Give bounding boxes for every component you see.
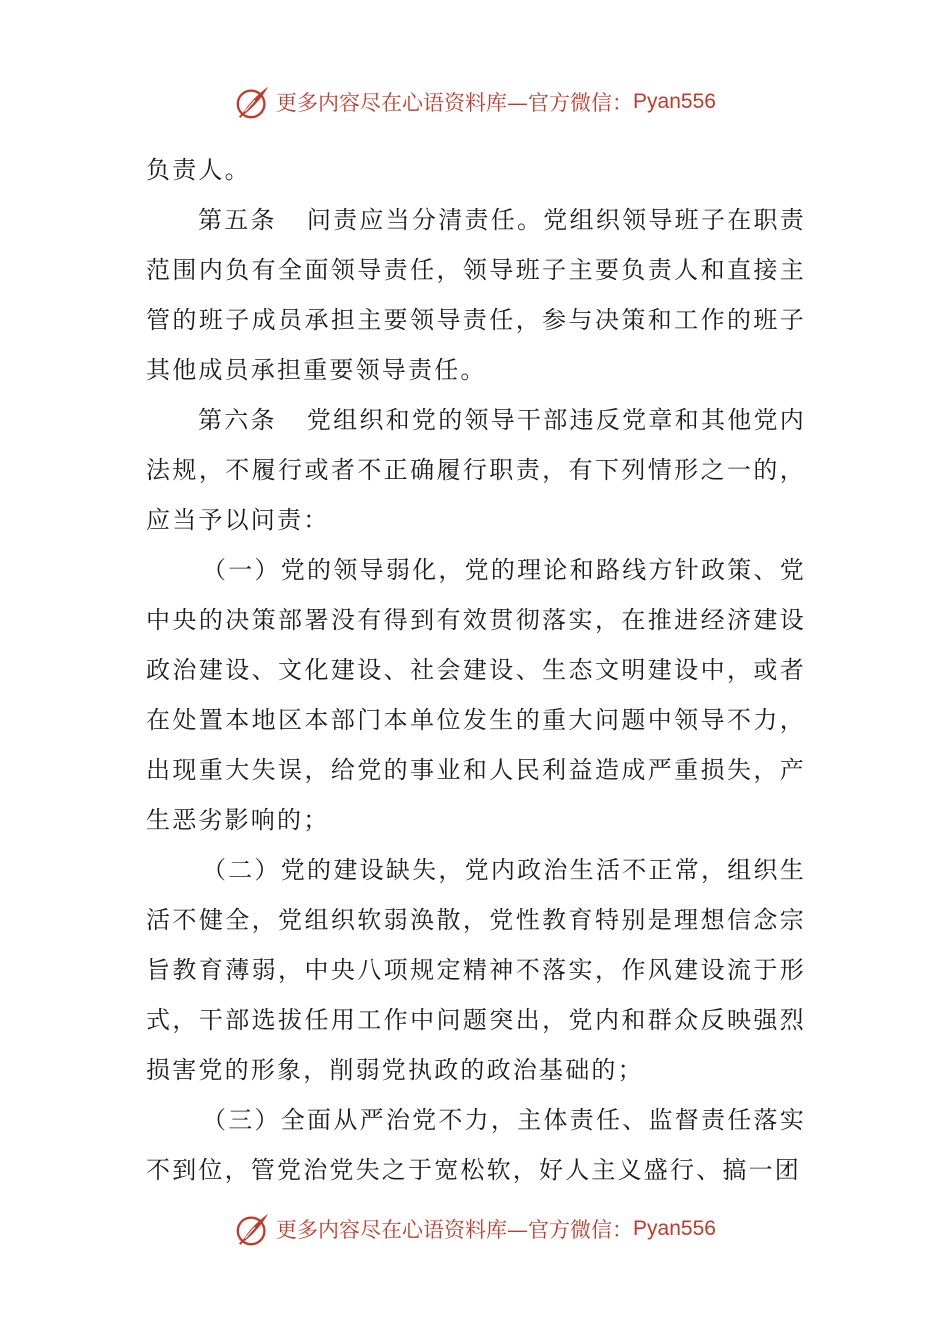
article-5-text: 问责应当分清责任。党组织领导班子在职责范围内负有全面领导责任，领导班子主要负责人和直接主管的班子成员承担主要领导责任，参与决策和工作的班子其他成员承担重要领导责任。: [146, 206, 806, 384]
banner-text: 更多内容尽在心语资料库—官方微信：: [276, 1218, 634, 1242]
footer-watermark-banner: [0, 1209, 950, 1249]
banner-wechat-handle: Pyan556: [633, 90, 716, 113]
article-6-paragraph: [146, 395, 806, 545]
article-6-number: 第六条: [198, 406, 277, 434]
quill-pen-logo-icon: [234, 83, 272, 121]
list-item-2: （二）党的建设缺失，党内政治生活不正常，组织生活不健全，党组织软弱涣散，党性教育特别是理想信念宗旨教育薄弱，中央八项规定精神不落实，作风建设流于形式，干部选拔任用工作中问题突出，党内和群众反映强烈损害党的形象，削弱党执政的政治基础的；: [146, 856, 806, 1084]
banner-wechat-handle: Pyan556: [633, 1217, 716, 1240]
banner-text: 更多内容尽在心语资料库—官方微信：: [276, 91, 634, 115]
list-item-1: （一）党的领导弱化，党的理论和路线方针政策、党中央的决策部署没有得到有效贯彻落实，在推进经济建设政治建设、文化建设、社会建设、生态文明建设中，或者在处置本地区本部门本单位发生的重大问题中领导不力，出现重大失误，给党的事业和人民利益造成严重损失，产生恶劣影响的；: [146, 556, 806, 834]
list-item-3: （三）全面从严治党不力，主体责任、监督责任落实不到位，管党治党失之于宽松软，好人主义盛行、搞一团: [146, 1106, 806, 1184]
quill-pen-logo-icon: [234, 1210, 272, 1248]
article-5-number: 第五条: [198, 206, 277, 234]
article-6-text: 党组织和党的领导干部违反党章和其他党内法规，不履行或者不正确履行职责，有下列情形之一的，应当予以问责：: [146, 406, 806, 534]
document-body: [146, 145, 806, 1195]
continued-paragraph: 负责人。: [146, 156, 251, 184]
article-5-paragraph: [146, 195, 806, 395]
header-watermark-banner: [0, 82, 950, 122]
